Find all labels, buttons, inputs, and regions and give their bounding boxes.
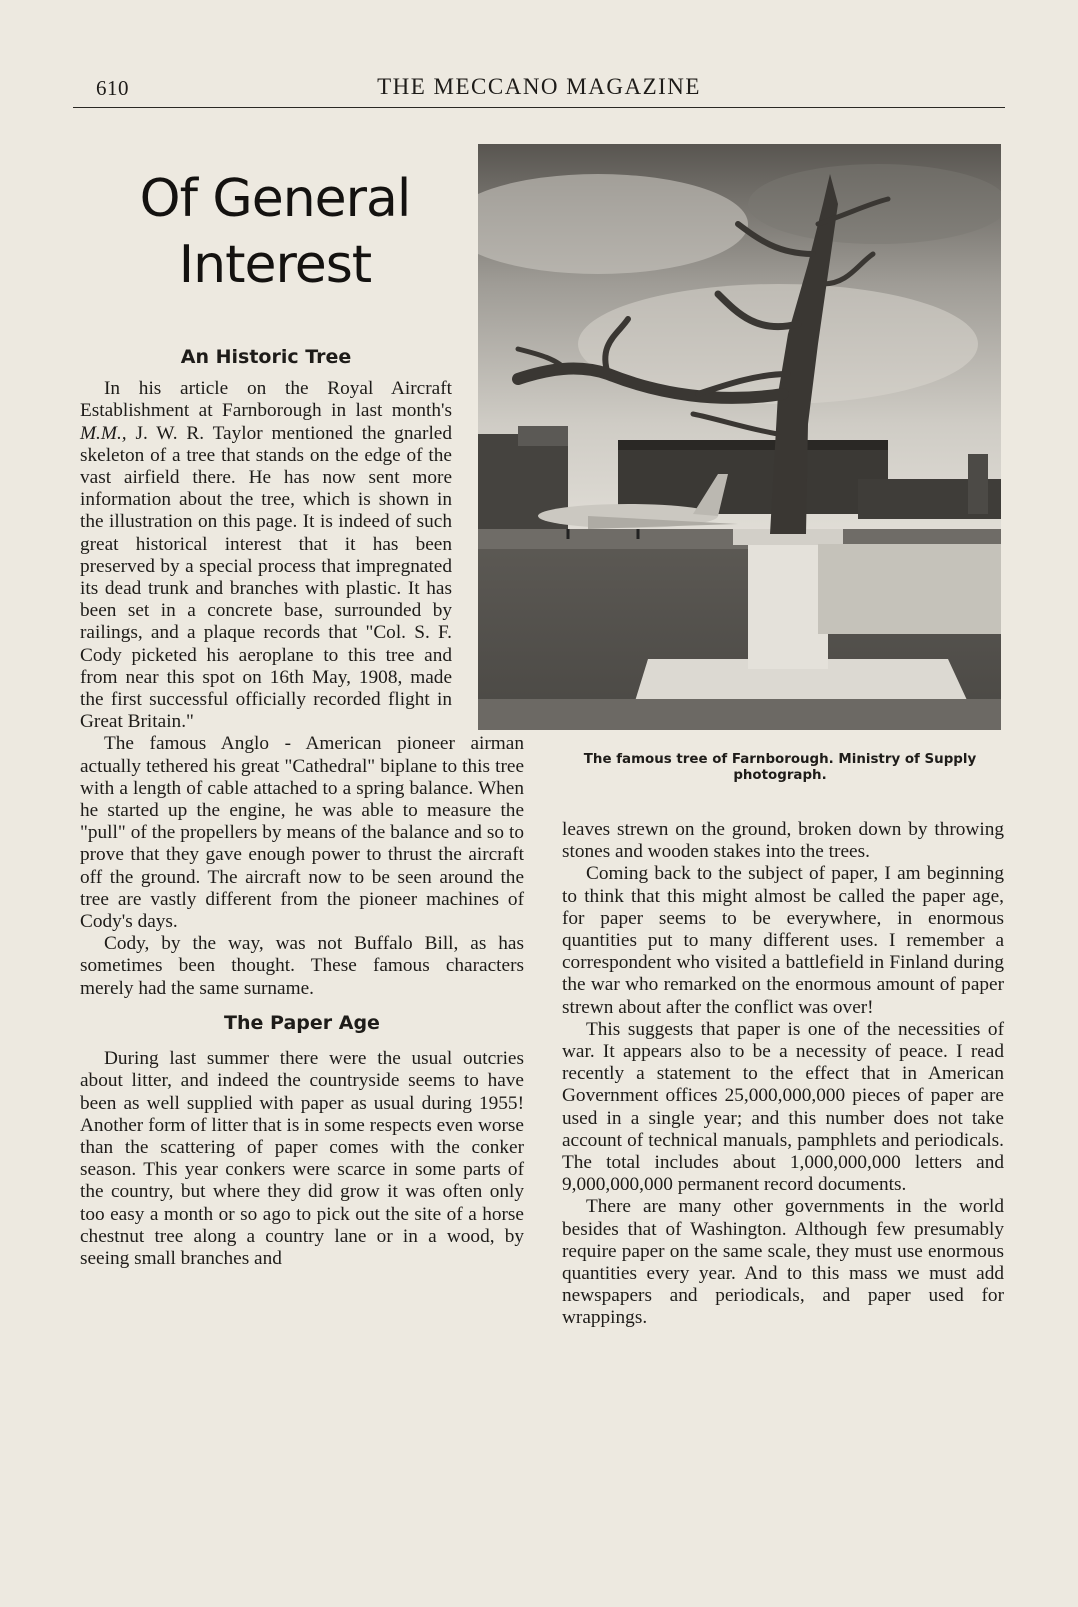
paragraph-historic-tree-1 [80, 378, 452, 733]
paragraph-historic-tree-2: The famous Anglo - American pioneer airman actually tethered his great "Cathedral" biplane to this tree with a length of cable attached to a spring balance. When he started up the engine, he was able to measure the "pull" of the propellers by means of the balance and so to prove that they gave enough power to thrust the aircraft off the ground. The aircraft now to be seen around the tree are vastly different from the pioneer machines of Cody's days. [80, 733, 524, 933]
paragraph-paper-age-4: This suggests that paper is one of the necessities of war. It appears also to be a necessity of peace. I read recently a statement to the effect that in American Government offices 25,000,000,000 pieces of paper are used in a single year; and this number does not take account of technical manuals, pamphlets and periodicals. The total includes about 1,000,000,000 letters and 9,000,000,000 permanent record documents. [562, 1018, 1004, 1196]
article-title-line-2: Interest [178, 235, 372, 295]
page-number: 610 [96, 76, 129, 100]
header-rule [73, 107, 1005, 108]
italic-reference: M.M., [80, 422, 127, 444]
paragraph-historic-tree-1-start: In his article on the Royal Aircraft Establishment at Farnborough in last month's [80, 378, 452, 422]
paragraph-paper-age-2: leaves strewn on the ground, broken down by throwing stones and wooden stakes into the trees. [562, 819, 1004, 863]
tree-photograph [478, 144, 1001, 730]
section-heading-historic-tree: An Historic Tree [180, 346, 352, 368]
paragraph-paper-age-1: During last summer there were the usual outcries about litter, and indeed the countryside seems to have been as well supplied with paper as usual during 1955! Another form of litter that is in some respects even worse than the scattering of paper comes with the conker season. This year conkers were scarce in some parts of the country, but where they did grow it was often only too easy a month or so ago to pick out the site of a horse chestnut tree along a country lane or in a wood, by seeing small branches and [80, 1048, 524, 1269]
article-title [90, 166, 460, 298]
right-column [562, 819, 1004, 1330]
section-heading-paper-age: The Paper Age [224, 1011, 380, 1034]
left-column [80, 346, 524, 1270]
paragraph-historic-tree-1-rest: J. W. R. Taylor mentioned the gnarled skeleton of a tree that stands on the edge of the vast airfield there. He has now sent more information about the tree, which is shown in the illustration on this page. It is indeed of such great historical interest that it has been preserved by a special process that impregnated its dead trunk and branches with plastic. It has been set in a concrete base, surrounded by railings, and a plaque records that "Col. S. F. Cody picketed his aeroplane to this tree and from near this spot on 16th May, 1908, made the first successful officially recorded flight in Great Britain." [80, 422, 452, 733]
paragraph-paper-age-3: Coming back to the subject of paper, I am beginning to think that this might almost be called the paper age, for paper seems to be everywhere, in enormous quantities put to many different uses. I remember a correspondent who visited a battlefield in Finland during the war who remarked on the enormous amount of paper strewn about after the conflict was over! [562, 863, 1004, 1018]
photo-caption: The famous tree of Farnborough. Ministry of Supply photograph. [583, 752, 977, 783]
paragraph-paper-age-5: There are many other governments in the world besides that of Washington. Although few presumably require paper on the same scale, they must use enormous quantities every year. And to this mass we must add newspapers and periodicals, and paper used for wrappings. [562, 1196, 1004, 1329]
magazine-title: THE MECCANO MAGAZINE [377, 74, 701, 99]
article-title-line-1: Of General [139, 169, 411, 229]
paragraph-historic-tree-3: Cody, by the way, was not Buffalo Bill, as has sometimes been thought. These famous characters merely had the same surname. [80, 933, 524, 999]
tree-photograph-illustration [478, 144, 1001, 730]
